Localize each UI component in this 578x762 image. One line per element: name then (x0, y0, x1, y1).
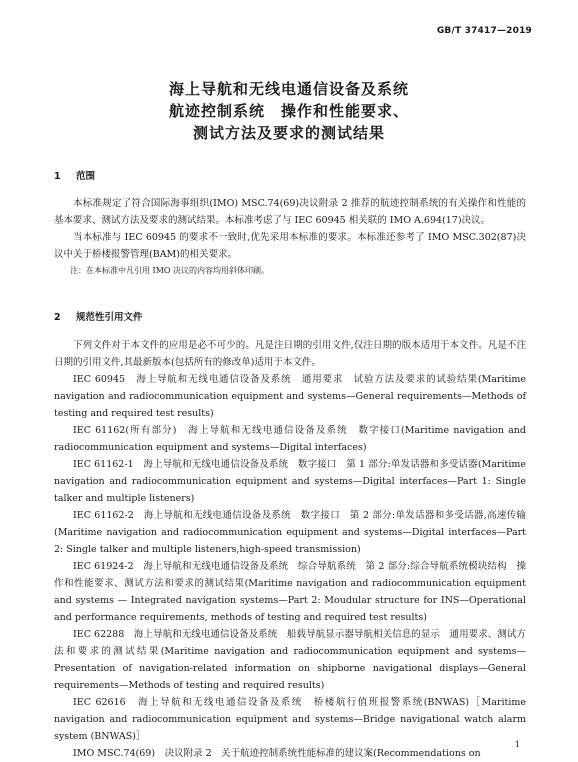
note: 注：在本标准中凡引用 IMO 决议的内容均用斜体印刷。 (70, 266, 269, 275)
document-title (0, 78, 578, 144)
scope-body (54, 195, 526, 278)
reference-entry: IEC 61162(所有部分) 海上导航和无线电通信设备及系统 数字接口(Maritime navigation and radiocommunication equipment and systems—Digital interfaces) (54, 425, 526, 453)
paragraph: 本标准规定了符合国际海事组织(IMO) MSC.74(69)决议附录 2 推荐的航迹控制系统的有关操作和性能的基本要求、测试方法及要求的测试结果。本标准考虑了与 IEC 60945 相关联的 IMO A.694(17)决议。 (54, 198, 526, 226)
section-number: 2 (54, 312, 61, 323)
reference-entry: IEC 61924-2 海上导航和无线电通信设备及系统 综合导航系统 第 2 部分:综合导航系统模块结构 操作和性能要求、测试方法和要求的测试结果(Maritime navigation and radiocommunication equipment and systems — Integrated navigation systems—Part 2: Moudular structure for INS—Operational and performance requirements, methods of testing and required test results) (54, 561, 526, 623)
reference-entry: IEC 61162-1 海上导航和无线电通信设备及系统 数字接口 第 1 部分:单发话器和多受话器(Maritime navigation and radiocommunication equipment and systems—Digital interfaces—Part 1: Single talker and multiple listeners) (54, 459, 526, 504)
section-heading-scope (54, 168, 95, 182)
reference-entry: IEC 62288 海上导航和无线电通信设备及系统 船载导航显示器导航相关信息的显示 通用要求、测试方法和要求的测试结果(Maritime navigation and radiocommunication equipment and systems—Presentation of navigation-related information on shipborne navigational displays—General requirements—Methods of testing and required results) (54, 629, 526, 691)
standard-code: GB/T 37417—2019 (436, 26, 532, 36)
reference-entry: IEC 61162-2 海上导航和无线电通信设备及系统 数字接口 第 2 部分:单发话器和多受话器,高速传输(Maritime navigation and radiocommunication equipment and systems—Digital interfaces—Part 2: Single talker and multiple listeners,high-speed transmission) (54, 510, 526, 555)
section-number: 1 (54, 171, 61, 182)
title-line: 航迹控制系统 操作和性能要求、 (168, 102, 409, 120)
reference-entry: IEC 62616 海上导航和无线电通信设备及系统 桥楼航行值班报警系统(BNWAS)［Maritime navigation and radiocommunication equipment and systems—Bridge navigational watch alarm system (BNWAS)］ (54, 697, 526, 742)
title-line: 测试方法及要求的测试结果 (192, 124, 385, 142)
reference-entry: IMO MSC.74(69) 决议附录 2 关于航迹控制系统性能标准的建议案(Recommendations on (73, 748, 481, 759)
section-heading-normative-refs (54, 309, 143, 323)
reference-entry: IEC 60945 海上导航和无线电通信设备及系统 通用要求 试验方法及要求的试验结果(Maritime navigation and radiocommunication equipment and systems—General requirements—Methods of testing and required test results) (54, 374, 526, 419)
title-line: 海上导航和无线电通信设备及系统 (168, 80, 409, 98)
section-title: 范围 (76, 171, 96, 182)
normative-refs-body (54, 337, 526, 762)
section-title: 规范性引用文件 (76, 312, 143, 323)
paragraph: 下列文件对于本文件的应用是必不可少的。凡是注日期的引用文件,仅注日期的版本适用于本文件。凡是不注日期的引用文件,其最新版本(包括所有的修改单)适用于本文件。 (54, 340, 526, 368)
paragraph: 当本标准与 IEC 60945 的要求不一致时,优先采用本标准的要求。本标准还参考了 IMO MSC.302(87)决议中关于桥楼报警管理(BAM)的相关要求。 (54, 232, 526, 260)
page-number: 1 (514, 740, 520, 749)
